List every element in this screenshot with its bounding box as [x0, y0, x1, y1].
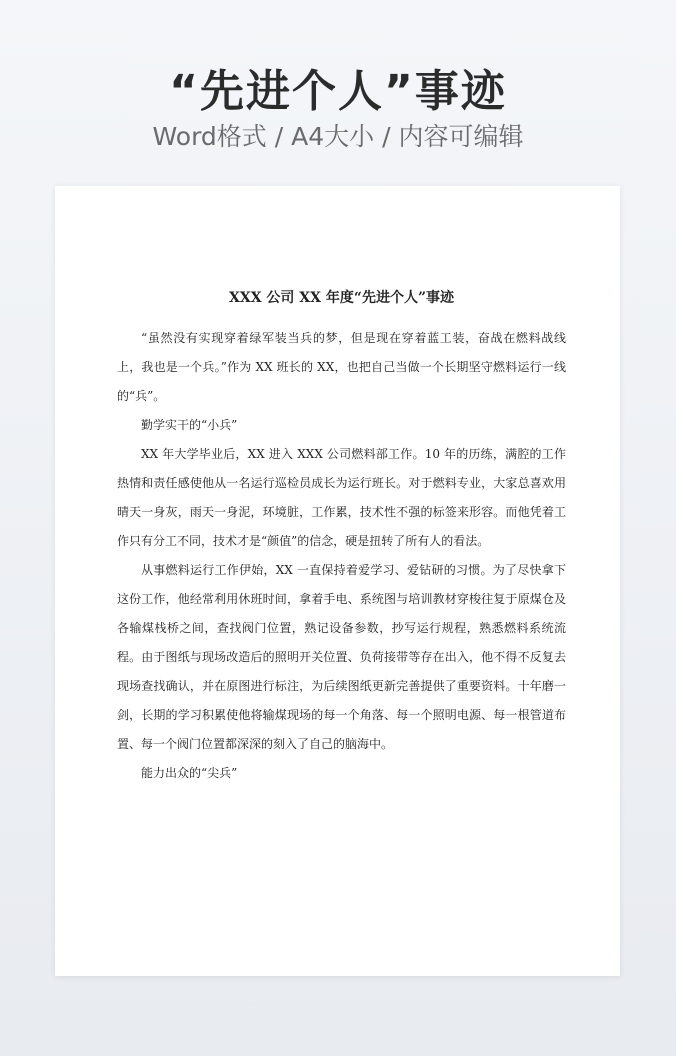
- document-page: [55, 186, 620, 976]
- section-heading-2: 能力出众的“尖兵”: [141, 766, 238, 780]
- banner-title: “先进个人”事迹: [169, 66, 507, 117]
- body-paragraph-2: 从事燃料运行工作伊始，XX 一直保持着爱学习、爱钻研的习惯。为了尽快拿下这份工作，他经常利用休班时间，拿着手电、系统图与培训教材穿梭往复于原煤仓及各输煤栈桥之间，查找阀门位置，熟记设备参数，抄写运行规程，熟悉燃料系统流程。由于图纸与现场改造后的照明开关位置、负荷接带等存在出入，他不得不反复去现场查找确认，并在原图进行标注，为后续图纸更新完善提供了重要资料。十年磨一剑，长期的学习积累使他将输煤现场的每一个角落、每一个照明电源、每一根管道布置、每一个阀门位置都深深的刻入了自己的脑海中。: [117, 563, 566, 751]
- document-body: [117, 284, 566, 788]
- section-heading-1: 勤学实干的“小兵”: [141, 418, 238, 432]
- banner-subtitle: Word格式 / A4大小 / 内容可编辑: [152, 122, 524, 151]
- banner: [0, 0, 676, 186]
- document-title: XXX 公司 XX 年度“先进个人”事迹: [228, 290, 455, 306]
- body-paragraph-1: XX 年大学毕业后，XX 进入 XXX 公司燃料部工作。10 年的历练，满腔的工作热情和责任感使他从一名运行巡检员成长为运行班长。对于燃料专业，大家总喜欢用晴天一身灰，雨天一身泥，环境脏，工作累，技术性不强的标签来形容。而他凭着工作只有分工不同，技术才是“颜值”的信念，硬是扭转了所有人的看法。: [117, 447, 566, 548]
- intro-paragraph: “虽然没有实现穿着绿军装当兵的梦，但是现在穿着蓝工装，奋战在燃料战线上，我也是一个兵。”作为 XX 班长的 XX，也把自己当做一个长期坚守燃料运行一线的“兵”。: [117, 331, 566, 403]
